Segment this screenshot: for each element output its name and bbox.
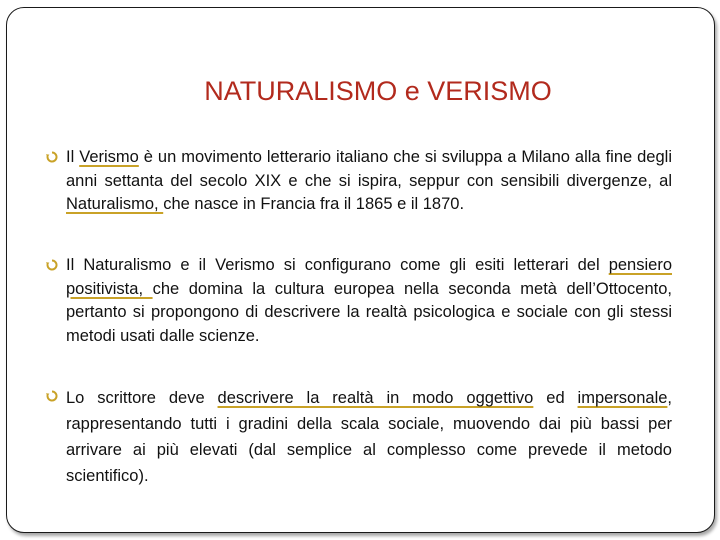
circular-arrow-bullet-icon (46, 151, 58, 163)
bullet-1-part-1: Il (66, 148, 80, 166)
bullet-text (46, 385, 672, 489)
impersonale-link[interactable]: impersonale (577, 389, 668, 407)
naturalismo-link[interactable]: Naturalismo, (66, 195, 164, 213)
pensiero-positivista-link[interactable]: pensiero positivista, (66, 256, 672, 298)
bullet-item (46, 254, 672, 348)
bullet-3-part-1: Lo scrittore deve (66, 389, 218, 407)
bullet-1-part-3: è un movimento letterario italiano che si sviluppa a Milano alla fine degli anni settanta del secolo XIX e che si ispira, seppur con sensibili divergenze, al (66, 148, 672, 190)
bullet-1-part-5: che nasce in Francia fra il 1865 e il 1870. (163, 195, 465, 213)
descrivere-realta-link[interactable]: descrivere la realtà in modo oggettivo (217, 389, 534, 407)
slide-title: NATURALISMO e VERISMO (204, 76, 552, 106)
bullet-2-part-3: che domina la cultura europea nella seconda metà dell’Ottocento, pertanto si propongono di descrivere la realtà psicologica e sociale con gli stessi metodi usati dalle scienze. (66, 279, 672, 345)
bullet-text (46, 146, 672, 217)
circular-arrow-bullet-icon (46, 259, 58, 271)
bullet-2-part-1: Il Naturalismo e il Verismo si configurano come gli esiti letterari del (66, 256, 609, 274)
bullet-item (46, 385, 672, 489)
bullet-3-part-3: ed (533, 389, 578, 407)
bullet-3-part-5: , rappresentando tutti i gradini della scala sociale, muovendo dai più bassi per arrivare ai più elevati (dal semplice al complesso come prevede il metodo scientifico). (66, 389, 673, 485)
circular-arrow-bullet-icon (46, 390, 58, 402)
bullet-text (46, 254, 672, 348)
bullet-item (46, 146, 672, 217)
verismo-link[interactable]: Verismo (79, 148, 139, 166)
